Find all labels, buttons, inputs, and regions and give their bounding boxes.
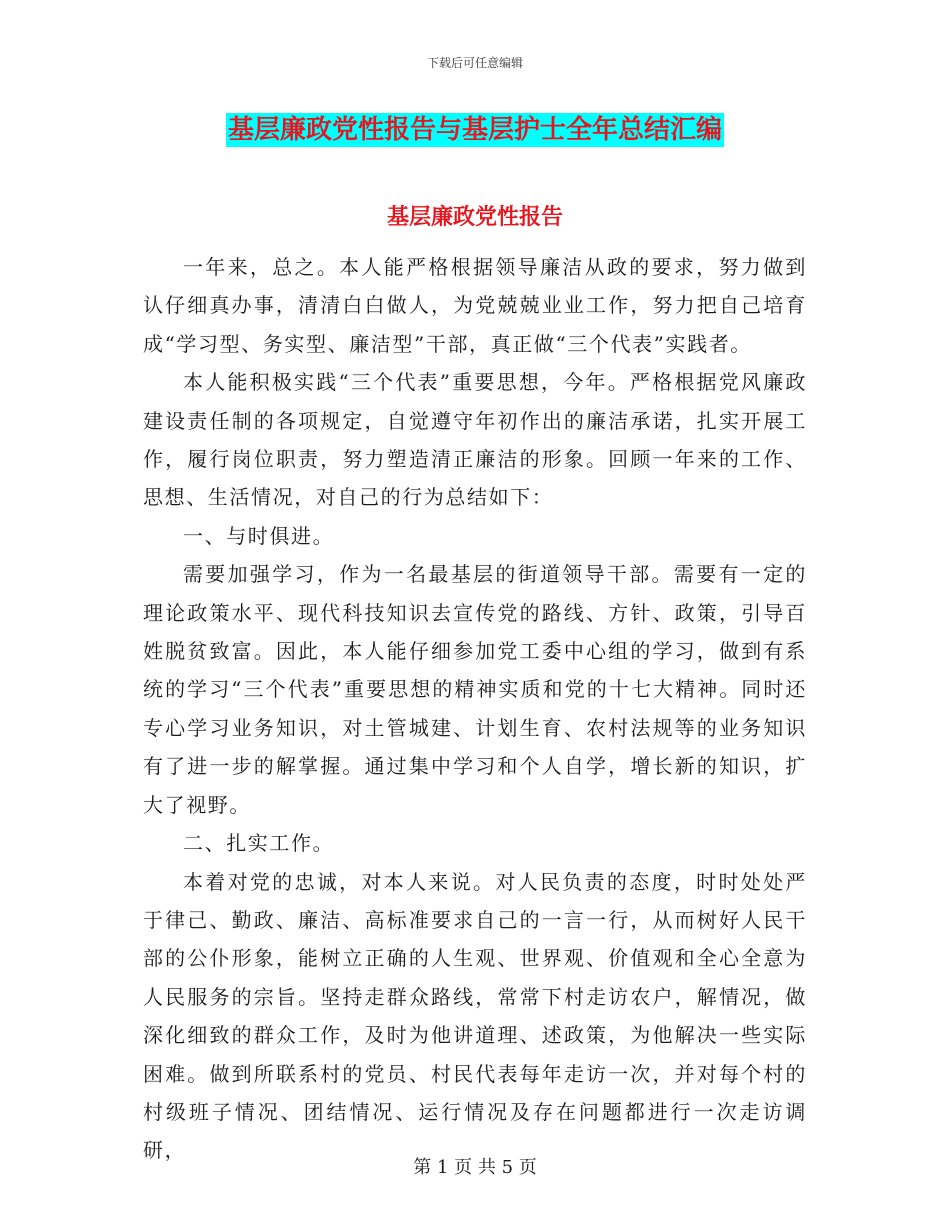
paragraph: 本人能积极实践“三个代表”重要思想，今年。严格根据党风廉政建设责任制的各项规定，自觉遵守年初作出的廉洁承诺，扎实开展工作，履行岗位职责，努力塑造清正廉洁的形象。回顾一年来的工作、思想、生活情况，对自己的行为总结如下： (143, 370, 807, 510)
section-title: 基层廉政党性报告 (386, 204, 563, 230)
paragraph: 一年来，总之。本人能严格根据领导廉洁从政的要求，努力做到认仔细真办事，清清白白做人，为党兢兢业业工作，努力把自己培育成“学习型、务实型、廉洁型”干部，真正做“三个代表”实践者。 (143, 255, 807, 356)
title-wrapper (0, 113, 950, 147)
paragraph-heading: 二、扎实工作。 (183, 831, 335, 856)
paragraph: 需要加强学习，作为一名最基层的街道领导干部。需要有一定的理论政策水平、现代科技知识去宣传党的路线、方针、政策，引导百姓脱贫致富。因此，本人能仔细参加党工委中心组的学习，做到有系统的学习“三个代表”重要思想的精神实质和党的十七大精神。同时还专心学习业务知识，对土管城建、计划生育、农村法规等的业务知识有了进一步的解掌握。通过集中学习和个人自学，增长新的知识，扩大了视野。 (143, 562, 807, 817)
page-header-note: 下载后可任意编辑 (426, 56, 523, 70)
page-number: 第 1 页 共 5 页 (413, 1157, 537, 1178)
paragraph: 本着对党的忠诚，对本人来说。对人民负责的态度，时时处处严于律己、勤政、廉洁、高标准要求自己的一言一行，从而树好人民干部的公仆形象，能树立正确的人生观、世界观、价值观和全心全意为人民服务的宗旨。坚持走群众路线，常常下村走访农户，解情况，做深化细致的群众工作，及时为他讲道理、述政策，为他解决一些实际困难。做到所联系村的党员、村民代表每年走访一次，并对每个村的村级班子情况、团结情况、运行情况及存在问题都进行一次走访调研， (143, 869, 807, 1163)
paragraph-heading: 一、与时俱进。 (183, 523, 335, 548)
document-title: 基层廉政党性报告与基层护士全年总结汇编 (227, 115, 722, 145)
document-body (143, 248, 807, 1170)
